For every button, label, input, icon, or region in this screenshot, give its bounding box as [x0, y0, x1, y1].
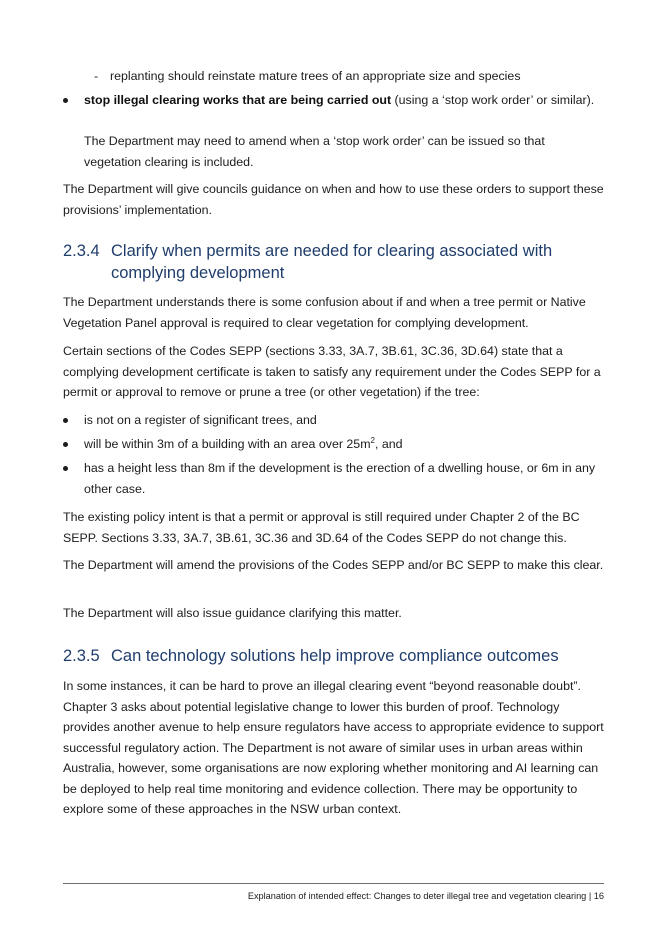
dash-item-text: replanting should reinstate mature trees of an appropriate size and species	[110, 69, 521, 83]
paragraph-policy-intent: The existing policy intent is that a permit or approval is still required under Chapter 2 of the BC SEPP. Sections 3.33, 3A.7, 3B.61, 3C.36 and 3D.64 of the Codes SEPP do not change this.	[63, 510, 580, 545]
bullet-text: has a height less than 8m if the development is the erection of a dwelling house, or 6m in any other case.	[84, 461, 596, 496]
bullet-dot	[63, 418, 68, 423]
section-title-line1: Clarify when permits are needed for clearing associated with	[111, 242, 553, 260]
bullet-dot	[63, 98, 68, 103]
section-title-line2: complying development	[111, 263, 285, 282]
bullet-rest-text: (using a ‘stop work order’ or similar).	[391, 93, 595, 107]
paragraph-amend: The Department will amend the provisions of the Codes SEPP and/or BC SEPP to make this clear.	[63, 558, 604, 572]
bullet-item-stop-work	[63, 90, 608, 111]
section-number: 2.3.4	[63, 242, 100, 260]
bullet-item-register	[63, 410, 608, 431]
paragraph-guidance: The Department will give councils guidance on when and how to use these orders to support these provisions’ implementation.	[63, 182, 604, 217]
bullet-dot	[63, 466, 68, 471]
footer-divider	[63, 883, 604, 884]
dash-marker: -	[94, 69, 99, 83]
section-title: Can technology solutions help improve compliance outcomes	[111, 647, 559, 665]
section-heading-2-3-5	[63, 646, 608, 668]
bullet-text: will be within 3m of a building with an area over 25m	[84, 437, 371, 451]
section-number: 2.3.5	[63, 647, 100, 665]
bullet-item-building	[63, 434, 608, 455]
bullet-item-height	[63, 458, 608, 499]
paragraph-technology: In some instances, it can be hard to prove an illegal clearing event “beyond reasonable doubt”. Chapter 3 asks about potential legislative change to lower this burden of proof. Technology provides another avenue to help ensure regulators have access to appropriate evidence to support successful regulatory action. The Department is not aware of similar uses in urban areas within Australia, however, some organisations are now exploring whether monitoring and AI learning can be deployed to help real time monitoring and evidence collection. There may be opportunity to explore some of these approaches in the NSW urban context.	[63, 679, 604, 816]
bullet-text: is not on a register of significant trees, and	[84, 413, 317, 427]
paragraph-confusion: The Department understands there is some confusion about if and when a tree permit or Native Vegetation Panel approval is required to clear vegetation for complying development.	[63, 295, 586, 330]
dash-list-item	[94, 66, 604, 87]
bullet-text-end: , and	[374, 437, 403, 451]
bullet-note: The Department may need to amend when a ‘stop work order’ can be issued so that vegetation clearing is included.	[84, 134, 545, 169]
superscript: 2	[370, 435, 375, 445]
bullet-dot	[63, 442, 68, 447]
section-heading-2-3-4	[63, 241, 608, 284]
page-footer: Explanation of intended effect: Changes to deter illegal tree and vegetation clearing | 16	[247, 891, 604, 901]
paragraph-guidance-issue: The Department will also issue guidance clarifying this matter.	[63, 606, 402, 620]
bullet-strong-text: stop illegal clearing works that are being carried out	[84, 93, 392, 107]
paragraph-codes-sepp: Certain sections of the Codes SEPP (sections 3.33, 3A.7, 3B.61, 3C.36, 3D.64) state that a complying development certificate is taken to satisfy any requirement under the Codes SEPP for a permit or approval to remove or prune a tree (or other vegetation) if the tree:	[63, 344, 601, 399]
